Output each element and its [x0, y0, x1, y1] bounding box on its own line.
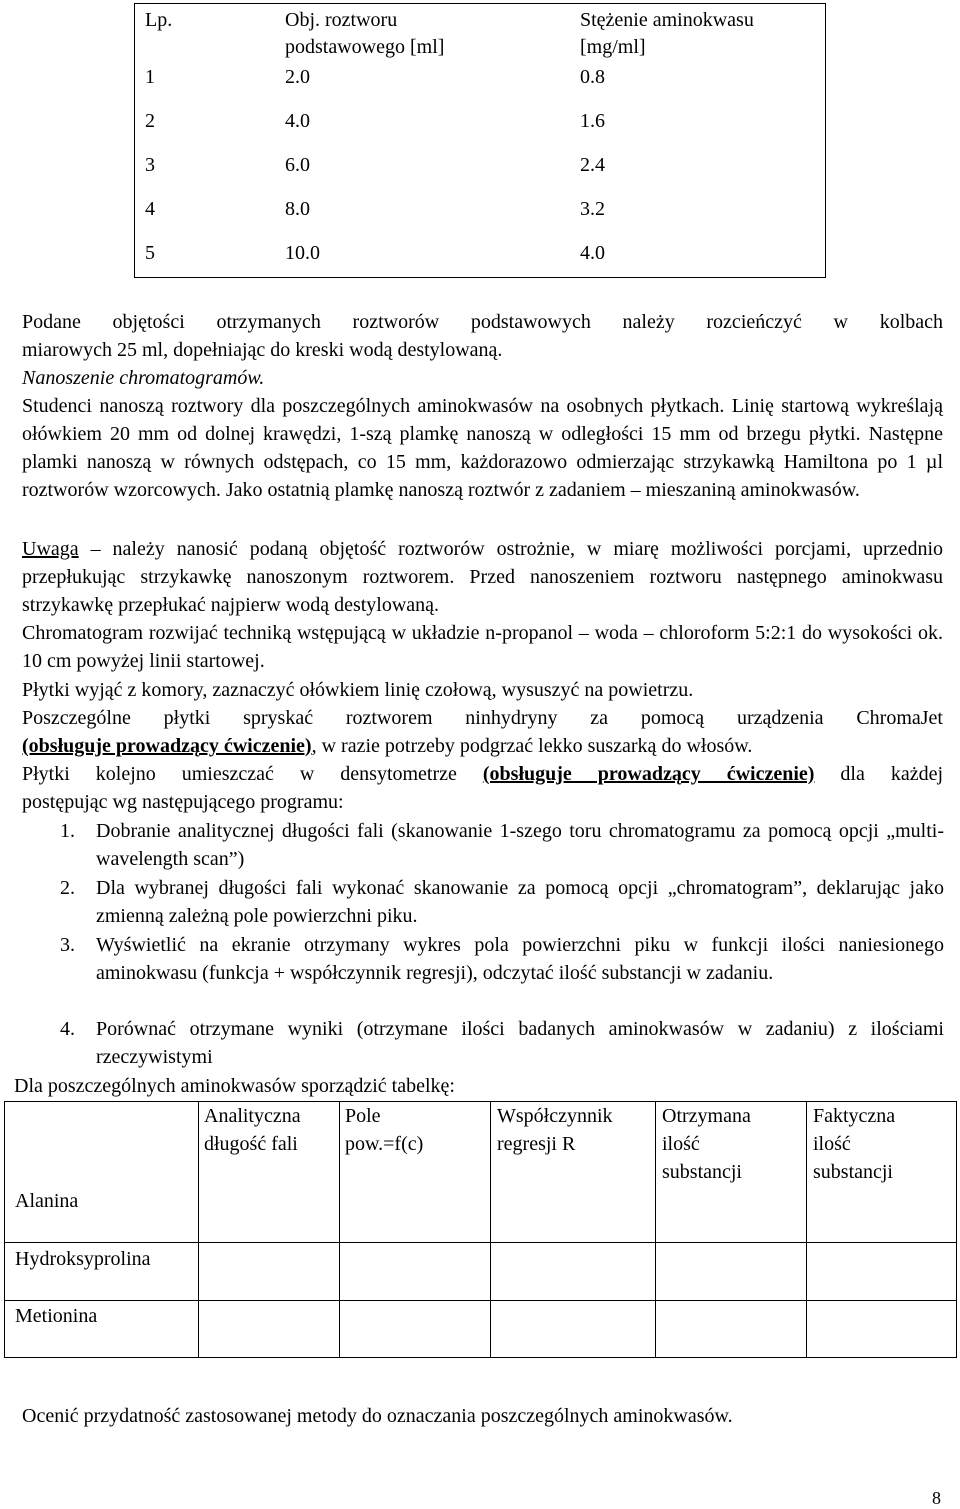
col-header-obtained: Otrzymana ilość substancji: [662, 1105, 751, 1183]
col-header-concentration: Stężenie aminokwasu [mg/ml]: [580, 9, 754, 58]
warning-text: – należy nanosić podaną objętość roztworów ostrożnie, w miarę możliwości porcjami, uprzednio przepłukując strzykawkę nanoszonym roztworem. Przed nanoszeniem roztworu następnego aminokwasu strzykawkę przepłukać najpierw wodą destylowaną.: [22, 538, 943, 616]
application-paragraph: Studenci nanoszą roztwory dla poszczególnych aminokwasów na osobnych płytkach. Linię startową wykreślają ołówkiem 20 mm od dolnej krawędzi, 1-szą plamkę nanoszą w odległości 15 mm od brzegu płytki. Następne plamki nanoszą w równych odstępach, co 15 mm, każdorazowo odmierzając strzykawką Hamiltona po 1 µl roztworów wzorcowych. Jako ostatnią plamkę nanoszą roztwór z zadaniem – mieszaniną aminokwasów.: [22, 395, 943, 501]
operator-note: (obsługuje prowadzący ćwiczenie): [22, 735, 312, 757]
final-task: Ocenić przydatność zastosowanej metody do oznaczania poszczególnych aminokwasów.: [22, 1405, 733, 1427]
row-5-concentration: 4.0: [580, 242, 605, 264]
densitometer-paragraph-line1: Płytki kolejno umieszczać w densytometrze (obsługuje prowadzący ćwiczenie) dla każdej: [22, 763, 944, 785]
step-number: 4.: [60, 1018, 75, 1040]
row-3-lp: 3: [145, 154, 155, 176]
results-intro: Dla poszczególnych aminokwasów sporządzić tabelkę:: [14, 1075, 455, 1097]
row-2-volume: 4.0: [285, 110, 310, 132]
table-divider: [198, 1102, 199, 1357]
step-number: 1.: [60, 820, 75, 842]
step-text: Porównać otrzymane wyniki (otrzymane ilości badanych aminokwasów w zadaniu) z ilościami rzeczywistymi: [96, 1018, 944, 1068]
row-4-concentration: 3.2: [580, 198, 605, 220]
col-header-peak-area: Pole pow.=f(c): [345, 1105, 424, 1155]
section-heading: Nanoszenie chromatogramów.: [22, 367, 265, 389]
results-table: [4, 1101, 957, 1358]
operator-note: (obsługuje prowadzący ćwiczenie): [482, 763, 815, 785]
col-header-wavelength: Analityczna długość fali: [204, 1105, 301, 1155]
row-1-volume: 2.0: [285, 66, 310, 88]
table-divider: [490, 1102, 491, 1357]
develop-paragraph: Chromatogram rozwijać techniką wstępującą w układzie n-propanol – woda – chloroform 5:2:1 do wysokości ok. 10 cm powyżej linii startowej.: [22, 622, 943, 672]
row-label-alanina: Alanina: [15, 1190, 79, 1212]
calibration-table: [134, 3, 826, 278]
row-4-volume: 8.0: [285, 198, 310, 220]
row-5-lp: 5: [145, 242, 155, 264]
row-1-concentration: 0.8: [580, 66, 605, 88]
table-divider: [655, 1102, 656, 1357]
page-number: 8: [932, 1488, 941, 1508]
warning-paragraph: [22, 535, 943, 619]
dilution-paragraph-line1: Podane objętości otrzymanych roztworów podstawowych należy rozcieńczyć w kolbach: [22, 311, 943, 333]
warning-label: Uwaga: [22, 538, 79, 560]
table-divider: [806, 1102, 807, 1357]
row-label-hydroksyprolina: Hydroksyprolina: [15, 1248, 151, 1270]
dry-paragraph: Płytki wyjąć z komory, zaznaczyć ołówkiem linię czołową, wysuszyć na powietrzu.: [22, 679, 694, 701]
row-1-lp: 1: [145, 66, 155, 88]
spray-paragraph-line1: Poszczególne płytki spryskać roztworem ninhydryny za pomocą urządzenia ChromaJet: [22, 707, 943, 729]
row-5-volume: 10.0: [285, 242, 320, 264]
dilution-paragraph-line2: miarowych 25 ml, dopełniając do kreski wodą destylowaną.: [22, 339, 503, 361]
densitometer-paragraph-line2: postępując wg następującego programu:: [22, 791, 344, 813]
step-text: Dobranie analitycznej długości fali (skanowanie 1-szego toru chromatogramu za pomocą opcji „multi- wavelength scan”): [96, 820, 944, 870]
table-divider: [5, 1300, 956, 1301]
col-header-actual: Faktyczna ilość substancji: [813, 1105, 896, 1183]
col-header-regression: Współczynnik regresji R: [497, 1105, 613, 1155]
col-header-volume: Obj. roztworu podstawowego [ml]: [285, 9, 445, 58]
table-divider: [5, 1242, 956, 1243]
step-text: Wyświetlić na ekranie otrzymany wykres pola powierzchni piku w funkcji ilości naniesionego aminokwasu (funkcja + współczynnik regresji), odczytać ilość substancji w zadaniu.: [96, 934, 944, 984]
row-3-concentration: 2.4: [580, 154, 605, 176]
step-number: 2.: [60, 877, 75, 899]
row-4-lp: 4: [145, 198, 155, 220]
step-number: 3.: [60, 934, 75, 956]
spray-paragraph-line2: (obsługuje prowadzący ćwiczenie), w razie potrzeby podgrzać lekko suszarką do włosów.: [22, 735, 753, 757]
row-2-concentration: 1.6: [580, 110, 605, 132]
table-divider: [339, 1102, 340, 1357]
row-2-lp: 2: [145, 110, 155, 132]
row-3-volume: 6.0: [285, 154, 310, 176]
col-header-lp: Lp.: [145, 9, 173, 31]
row-label-metionina: Metionina: [15, 1305, 98, 1327]
step-text: Dla wybranej długości fali wykonać skanowanie za pomocą opcji „chromatogram”, deklarując jako zmienną zależną pole powierzchni piku.: [96, 877, 944, 927]
